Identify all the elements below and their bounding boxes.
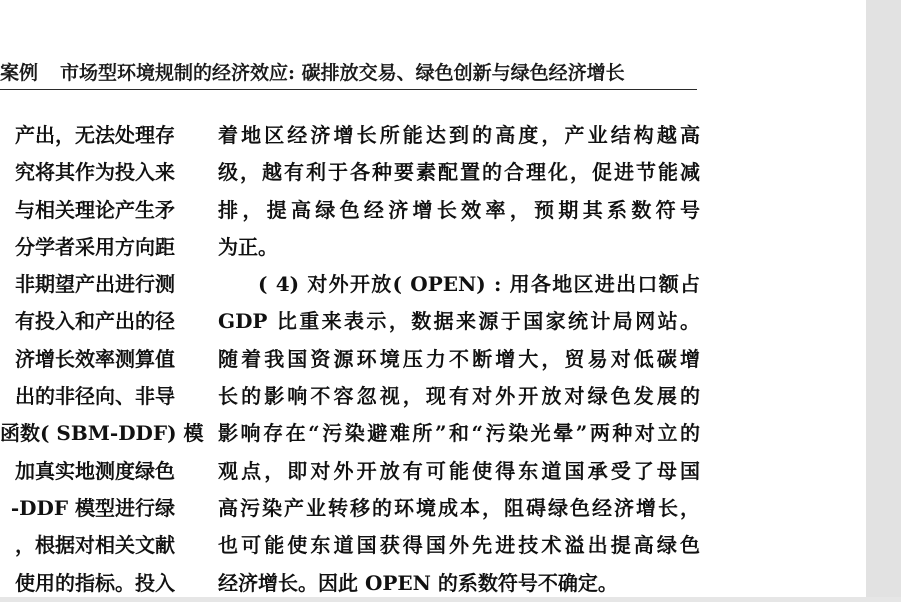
left-line-11: -DDF 模型进行绿	[10, 495, 175, 520]
right-line-10: 观点，即对外开放有可能使得东道国承受了母国	[218, 458, 700, 483]
right-line-9: 影响存在“污染避难所”和“污染光晕”两种对立的	[218, 421, 700, 446]
right-line-2: 级，越有利于各种要素配置的合理化，促进节能减	[218, 160, 700, 185]
left-line-8: 出的非径向、非导	[15, 384, 175, 409]
left-line-12: ，根据对相关文献	[15, 533, 175, 558]
left-line-6: 有投入和产出的径	[15, 309, 175, 334]
header-rule	[0, 89, 697, 90]
left-column	[0, 117, 204, 602]
right-line-3: 排，提高绿色经济增长效率，预期其系数符号	[218, 197, 700, 222]
left-line-4: 分学者采用方向距	[15, 234, 175, 259]
left-line-2: 究将其作为投入来	[15, 160, 175, 185]
left-line-1: 产出，无法处理存	[15, 123, 175, 147]
right-line-8: 长的影响不容忽视，现有对外开放对绿色发展的	[218, 384, 700, 409]
viewer-scroll-gutter[interactable]	[866, 0, 901, 597]
right-line-4: 为正。	[218, 234, 278, 259]
right-line-6: GDP 比重来表示，数据来源于国家统计局网站。	[218, 309, 700, 334]
running-header	[0, 58, 697, 88]
right-line-12: 也可能使东道国获得国外先进技术溢出提高绿色	[218, 533, 700, 558]
left-line-9: 函数( SBM-DDF) 模	[0, 421, 204, 446]
header-title: 市场型环境规制的经济效应: 碳排放交易、绿色创新与绿色经济增长	[60, 62, 625, 84]
right-line-13: 经济增长。因此 OPEN 的系数符号不确定。	[218, 570, 618, 595]
left-line-10: 加真实地测度绿色	[15, 458, 175, 483]
left-line-3: 与相关理论产生矛	[15, 197, 175, 222]
header-section-label: 案例	[0, 62, 39, 84]
right-line-7: 随着我国资源环境压力不断增大，贸易对低碳增	[218, 346, 700, 371]
right-column	[218, 117, 700, 602]
right-line-1: 着地区经济增长所能达到的高度，产业结构越高	[218, 123, 700, 147]
left-line-7: 济增长效率测算值	[15, 346, 175, 371]
left-line-5: 非期望产出进行测	[15, 272, 175, 297]
right-line-5: ( 4) 对外开放( OPEN) : 用各地区进出口额占	[258, 272, 700, 297]
right-line-11: 高污染产业转移的环境成本，阻碍绿色经济增长，	[218, 495, 700, 520]
left-line-13: 使用的指标。投入	[15, 570, 175, 595]
